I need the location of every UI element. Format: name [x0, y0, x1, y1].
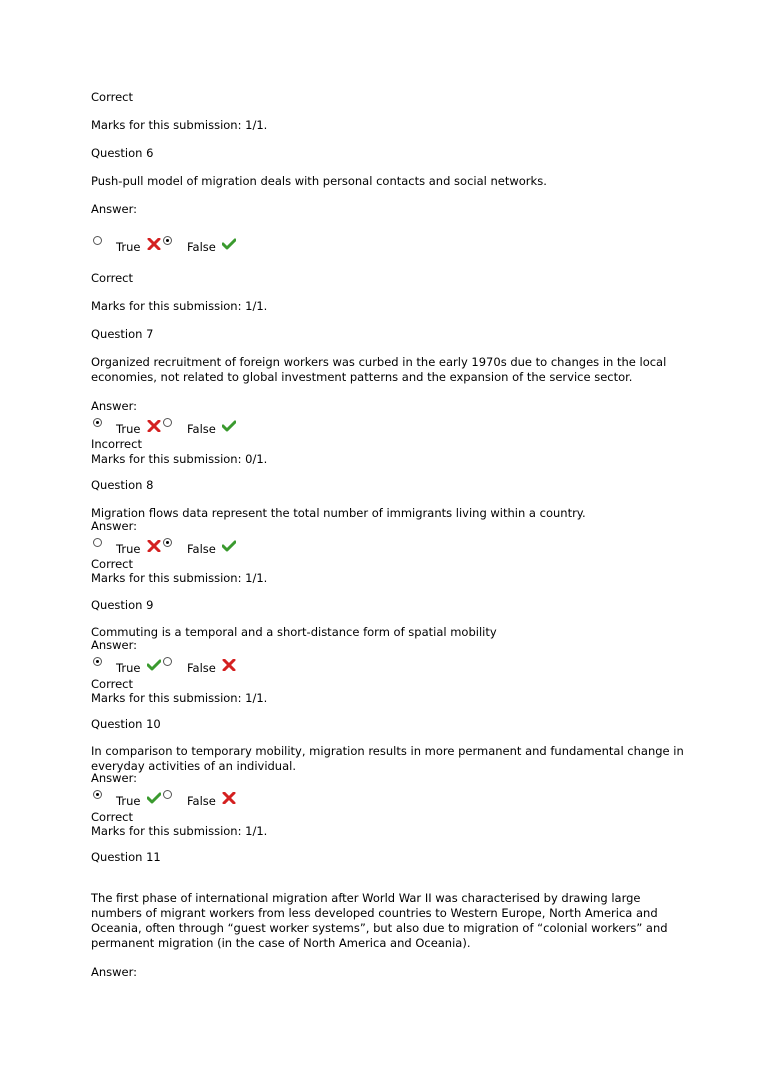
check-icon [147, 792, 161, 804]
question-text: Migration flows data represent the total number of immigrants living within a country. [91, 506, 586, 520]
option-false-label: False [187, 661, 216, 675]
radio-false[interactable] [163, 538, 172, 547]
question-title: Question 7 [91, 327, 154, 341]
radio-true[interactable] [93, 657, 102, 666]
answer-label: Answer: [91, 638, 138, 652]
marks-text: Marks for this submission: 1/1. [91, 824, 268, 838]
option-false-label: False [187, 422, 216, 436]
check-icon [222, 420, 236, 432]
answer-options [91, 418, 391, 438]
answer-label: Answer: [91, 965, 138, 979]
question-title: Question 6 [91, 146, 154, 160]
question-title: Question 10 [91, 717, 161, 731]
answer-label: Answer: [91, 399, 138, 413]
question-text: Push-pull model of migration deals with personal contacts and social networks. [91, 174, 547, 188]
marks-text: Marks for this submission: 1/1. [91, 571, 268, 585]
answer-options [91, 790, 391, 810]
option-true-label: True [116, 240, 141, 254]
status-text: Incorrect [91, 437, 142, 451]
check-icon [222, 238, 236, 250]
radio-false[interactable] [163, 236, 172, 245]
cross-icon [147, 420, 161, 432]
cross-icon [222, 659, 236, 671]
cross-icon [147, 540, 161, 552]
option-false-label: False [187, 542, 216, 556]
question-title: Question 9 [91, 598, 154, 612]
radio-true[interactable] [93, 538, 102, 547]
radio-true[interactable] [93, 418, 102, 427]
radio-false[interactable] [163, 790, 172, 799]
status-text: Correct [91, 271, 133, 285]
marks-text: Marks for this submission: 1/1. [91, 299, 268, 313]
option-true-label: True [116, 422, 141, 436]
marks-text: Marks for this submission: 1/1. [91, 118, 268, 132]
radio-true[interactable] [93, 790, 102, 799]
question-text: In comparison to temporary mobility, migration results in more permanent and fundamental change in everyday activities of an individual. [91, 744, 684, 773]
check-icon [222, 540, 236, 552]
radio-false[interactable] [163, 657, 172, 666]
answer-label: Answer: [91, 771, 138, 785]
option-true-label: True [116, 542, 141, 556]
question-title: Question 8 [91, 478, 154, 492]
marks-text: Marks for this submission: 0/1. [91, 452, 268, 466]
answer-options [91, 657, 391, 677]
answer-options [91, 236, 391, 256]
question-text: Organized recruitment of foreign workers was curbed in the early 1970s due to changes in the local economies, not related to global investment patterns and the expansion of the service sector. [91, 355, 667, 384]
answer-label: Answer: [91, 519, 138, 533]
status-text: Correct [91, 557, 133, 571]
option-true-label: True [116, 661, 141, 675]
answer-options [91, 538, 391, 558]
question-title: Question 11 [91, 850, 161, 864]
radio-false[interactable] [163, 418, 172, 427]
option-false-label: False [187, 794, 216, 808]
status-text: Correct [91, 90, 133, 104]
cross-icon [147, 238, 161, 250]
radio-true[interactable] [93, 236, 102, 245]
cross-icon [222, 792, 236, 804]
option-false-label: False [187, 240, 216, 254]
status-text: Correct [91, 810, 133, 824]
question-text: Commuting is a temporal and a short-distance form of spatial mobility [91, 625, 497, 639]
marks-text: Marks for this submission: 1/1. [91, 691, 268, 705]
question-text: The first phase of international migration after World War II was characterised by drawing large numbers of migrant workers from less developed countries to Western Europe, North America and Oceania, often through “guest worker systems”, but also due to migration of “colonial workers” and permanent migration (in the case of North America and Oceania). [91, 891, 668, 950]
answer-label: Answer: [91, 202, 138, 216]
status-text: Correct [91, 677, 133, 691]
option-true-label: True [116, 794, 141, 808]
check-icon [147, 659, 161, 671]
